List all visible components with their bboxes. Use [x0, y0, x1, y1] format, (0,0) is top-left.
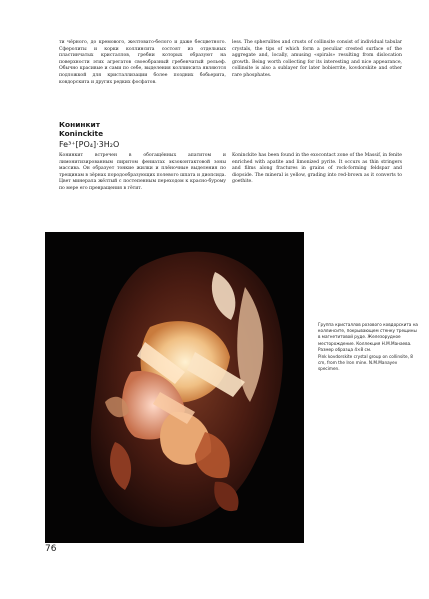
mineral-name-en: Koninckite	[59, 129, 104, 139]
description-ru	[59, 153, 226, 193]
top-right-paragraph	[232, 40, 402, 80]
description-ru-text: Конинкит встречен в обогащённых апатитом и лимонитизированным пиритом фениатах экзоконтактовой зоны массива. Он образует тонкие жилки и плёночные выделения по трещинам в зёрнах породообразующих полевого шпата и диопсида. Цвет минерала жёлтый с постепенным переходом к красно-бурому по мере его превращения в гётит.	[59, 153, 226, 191]
specimen-photo-image	[45, 232, 304, 543]
top-left-paragraph	[59, 40, 226, 86]
page-number: 76	[45, 544, 57, 554]
mineral-formula: Fe³⁺[PO₄]·3H₂O	[59, 139, 120, 149]
photo-caption	[318, 322, 418, 373]
description-en-text: Koninckite has been found in the exocontact zone of the Massif, in fenite enriched with apatite and limonized pyrite. It occurs as thin stringers and films along fractures in grains of rock-forming feldspar and diopside. The mineral is yellow, grading into red-brown as it converts to goethite.	[232, 153, 402, 185]
description-en	[232, 153, 402, 186]
mineral-heading	[59, 120, 229, 150]
top-right-text: less. The spherulites and crusts of collinsite consist of individual tabular crystals, the tips of which form a peculiar crested surface of the aggregate and, locally, amusing «spirals» resulting from dislocation growth. Being worth collecting for its interesting and nice appearance, collinsite is also a sublayer for later bobierrite, kovdorskite and other rare phosphates.	[232, 40, 402, 78]
specimen-photo	[45, 232, 304, 543]
caption-ru: Группа кристаллов розового ковдорскита на коллинсите, покрывающем стенку трещины в магнетитовой руде. Железорудное месторождение. Коллекция Н.М.Манаева. Размер образца 4×8 см.	[318, 322, 418, 352]
top-left-text: ти чёрного, до кремового, желтовато-белого и даже бесцветного. Сферолиты и корки коллинсита состоят из отдельных пластинчатых кристаллов, гребни которых образуют на поверхности этих агрегатов своеобразный гребенчатый рельеф. Обычно красивые и сами по себе, выделения коллинсита являются подложкой для кристаллизации более поздних бобьерита, ковдорскита и других редких фосфатов.	[59, 40, 226, 85]
caption-en: Pink kovdorskite crystal group on collinsite, 8 cm, from the Iron mine. N.M.Manayev specimen.	[318, 354, 413, 372]
mineral-name-ru: Конинкит	[59, 120, 100, 129]
